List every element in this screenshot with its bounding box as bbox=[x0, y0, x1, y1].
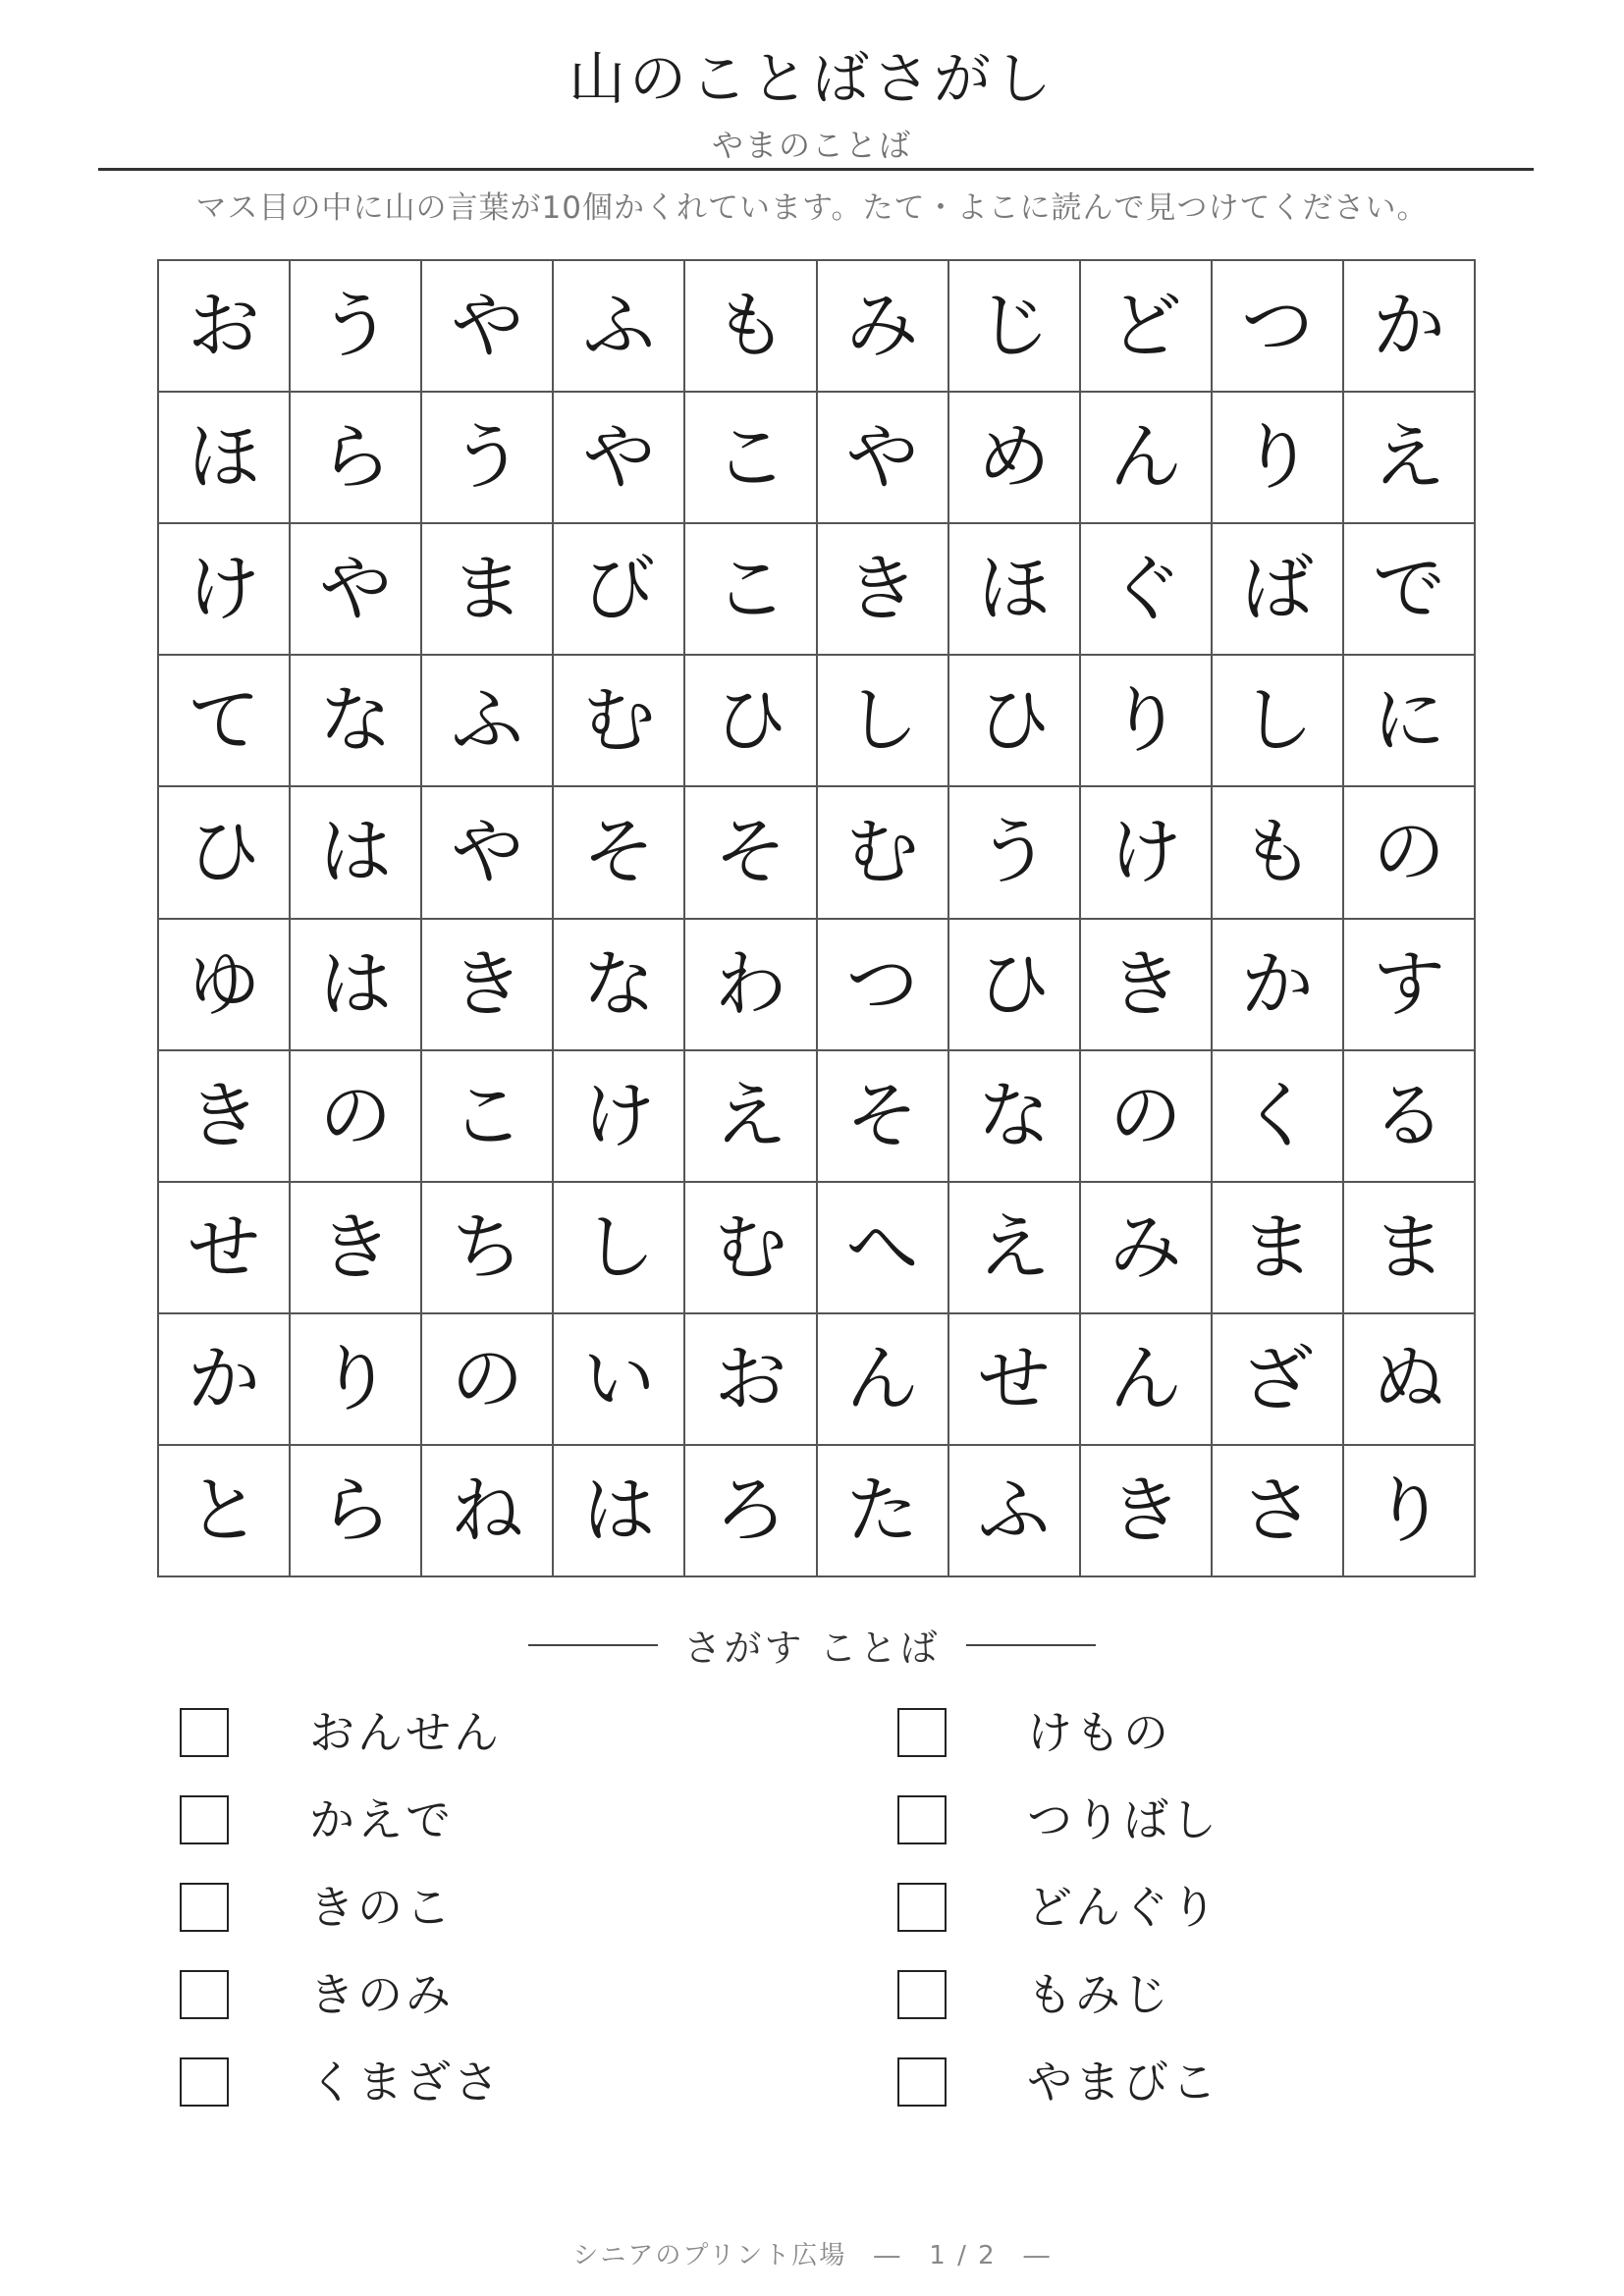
grid-cell[interactable]: な bbox=[949, 1051, 1081, 1183]
grid-cell[interactable]: ほ bbox=[159, 393, 291, 524]
grid-cell[interactable]: き bbox=[1081, 920, 1213, 1051]
grid-cell[interactable]: せ bbox=[949, 1314, 1081, 1446]
page-title: 山のことばさがし bbox=[568, 45, 1056, 112]
word-list-left-column bbox=[180, 1708, 502, 2145]
word-search-grid bbox=[157, 259, 1476, 1577]
word-label: もみじ bbox=[1027, 1968, 1171, 2021]
grid-cell[interactable]: る bbox=[1344, 1051, 1476, 1183]
word-label: おんせん bbox=[309, 1706, 502, 1759]
grid-cell[interactable]: り bbox=[1344, 1446, 1476, 1577]
word-label: くまざさ bbox=[309, 2056, 502, 2109]
grid-cell[interactable]: か bbox=[159, 1314, 291, 1446]
grid-cell[interactable]: ん bbox=[818, 1314, 949, 1446]
grid-cell[interactable]: く bbox=[1213, 1051, 1344, 1183]
grid-cell[interactable]: お bbox=[685, 1314, 817, 1446]
grid-cell[interactable]: き bbox=[159, 1051, 291, 1183]
grid-cell[interactable]: そ bbox=[818, 1051, 949, 1183]
grid-cell[interactable]: か bbox=[1344, 261, 1476, 393]
grid-cell[interactable]: び bbox=[554, 524, 685, 656]
word-item bbox=[897, 1795, 1219, 1883]
grid-cell[interactable]: ぐ bbox=[1081, 524, 1213, 656]
grid-cell[interactable]: ふ bbox=[554, 261, 685, 393]
grid-cell[interactable]: こ bbox=[422, 1051, 554, 1183]
grid-cell[interactable]: ひ bbox=[685, 656, 817, 787]
word-label: けもの bbox=[1027, 1706, 1171, 1759]
word-label: つりばし bbox=[1027, 1793, 1219, 1846]
grid-cell[interactable]: む bbox=[685, 1183, 817, 1314]
grid-cell[interactable]: め bbox=[949, 393, 1081, 524]
grid-cell[interactable]: ら bbox=[291, 1446, 422, 1577]
grid-cell[interactable]: で bbox=[1344, 524, 1476, 656]
grid-cell[interactable]: お bbox=[159, 261, 291, 393]
grid-cell[interactable]: ん bbox=[1081, 393, 1213, 524]
word-checkbox[interactable] bbox=[180, 2057, 229, 2107]
word-list-heading bbox=[0, 1618, 1624, 1672]
grid-cell[interactable]: つ bbox=[1213, 261, 1344, 393]
grid-cell[interactable]: や bbox=[422, 787, 554, 919]
grid-cell[interactable]: ふ bbox=[422, 656, 554, 787]
grid-cell[interactable]: ね bbox=[422, 1446, 554, 1577]
grid-cell[interactable]: の bbox=[422, 1314, 554, 1446]
grid-cell[interactable]: ざ bbox=[1213, 1314, 1344, 1446]
word-label: きのみ bbox=[309, 1968, 454, 2021]
header-divider bbox=[98, 168, 1534, 171]
grid-cell[interactable]: す bbox=[1344, 920, 1476, 1051]
grid-cell[interactable]: う bbox=[949, 787, 1081, 919]
grid-cell[interactable]: う bbox=[291, 261, 422, 393]
grid-cell[interactable]: や bbox=[554, 393, 685, 524]
grid-cell[interactable]: み bbox=[818, 261, 949, 393]
grid-cell[interactable]: じ bbox=[949, 261, 1081, 393]
grid-cell[interactable]: て bbox=[159, 656, 291, 787]
word-item bbox=[897, 1970, 1219, 2057]
word-list-right-column bbox=[897, 1708, 1219, 2145]
word-item bbox=[180, 1708, 502, 1795]
grid-cell[interactable]: の bbox=[1081, 1051, 1213, 1183]
grid-cell[interactable]: は bbox=[291, 787, 422, 919]
grid-cell[interactable]: ん bbox=[1081, 1314, 1213, 1446]
grid-cell[interactable]: そ bbox=[554, 787, 685, 919]
grid-cell[interactable]: ゆ bbox=[159, 920, 291, 1051]
word-item bbox=[180, 2057, 502, 2145]
word-item bbox=[180, 1970, 502, 2057]
grid-cell[interactable]: か bbox=[1213, 920, 1344, 1051]
grid-cell[interactable]: し bbox=[554, 1183, 685, 1314]
grid-cell[interactable]: た bbox=[818, 1446, 949, 1577]
grid-cell[interactable]: ま bbox=[422, 524, 554, 656]
grid-cell[interactable]: け bbox=[554, 1051, 685, 1183]
grid-cell[interactable]: や bbox=[422, 261, 554, 393]
word-checkbox[interactable] bbox=[897, 1883, 947, 1932]
grid-cell[interactable]: ぬ bbox=[1344, 1314, 1476, 1446]
grid-cell[interactable]: き bbox=[1081, 1446, 1213, 1577]
word-label: きのこ bbox=[309, 1881, 454, 1934]
grid-cell[interactable]: え bbox=[1344, 393, 1476, 524]
word-item bbox=[897, 1883, 1219, 1970]
word-label: かえで bbox=[309, 1793, 454, 1846]
grid-cell[interactable]: ら bbox=[291, 393, 422, 524]
word-checkbox[interactable] bbox=[897, 2057, 947, 2107]
grid-cell[interactable]: け bbox=[1081, 787, 1213, 919]
grid-cell[interactable]: の bbox=[291, 1051, 422, 1183]
page-subtitle: やまのことば bbox=[711, 127, 912, 164]
grid-cell[interactable]: さ bbox=[1213, 1446, 1344, 1577]
grid-cell[interactable]: ふ bbox=[949, 1446, 1081, 1577]
grid-cell[interactable]: ひ bbox=[949, 920, 1081, 1051]
grid-cell[interactable]: も bbox=[1213, 787, 1344, 919]
grid-cell[interactable]: し bbox=[1213, 656, 1344, 787]
grid-cell[interactable]: も bbox=[685, 261, 817, 393]
grid-cell[interactable]: そ bbox=[685, 787, 817, 919]
grid-cell[interactable]: ろ bbox=[685, 1446, 817, 1577]
grid-cell[interactable]: と bbox=[159, 1446, 291, 1577]
grid-cell[interactable]: り bbox=[1081, 656, 1213, 787]
grid-cell[interactable]: な bbox=[554, 920, 685, 1051]
grid-cell[interactable]: わ bbox=[685, 920, 817, 1051]
grid-cell[interactable]: し bbox=[818, 656, 949, 787]
grid-cell[interactable]: え bbox=[949, 1183, 1081, 1314]
grid-cell[interactable]: り bbox=[291, 1314, 422, 1446]
grid-cell[interactable]: ど bbox=[1081, 261, 1213, 393]
grid-cell[interactable]: う bbox=[422, 393, 554, 524]
heading-dash-right bbox=[966, 1644, 1096, 1646]
grid-cell[interactable]: む bbox=[818, 787, 949, 919]
grid-cell[interactable]: け bbox=[159, 524, 291, 656]
word-checkbox[interactable] bbox=[180, 1708, 229, 1757]
word-checkbox[interactable] bbox=[897, 1795, 947, 1844]
word-checkbox[interactable] bbox=[180, 1883, 229, 1932]
grid-cell[interactable]: ほ bbox=[949, 524, 1081, 656]
grid-cell[interactable]: ま bbox=[1213, 1183, 1344, 1314]
word-item bbox=[897, 1708, 1219, 1795]
word-list-heading-label: さがす ことば bbox=[683, 1627, 941, 1670]
word-checkbox[interactable] bbox=[180, 1970, 229, 2019]
word-checkbox[interactable] bbox=[180, 1795, 229, 1844]
word-checkbox[interactable] bbox=[897, 1708, 947, 1757]
grid-cell[interactable]: な bbox=[291, 656, 422, 787]
grid-cell[interactable]: こ bbox=[685, 393, 817, 524]
grid-cell[interactable]: や bbox=[291, 524, 422, 656]
grid-cell[interactable]: み bbox=[1081, 1183, 1213, 1314]
grid-cell[interactable]: は bbox=[554, 1446, 685, 1577]
grid-cell[interactable]: り bbox=[1213, 393, 1344, 524]
grid-cell[interactable]: ひ bbox=[949, 656, 1081, 787]
word-item bbox=[180, 1883, 502, 1970]
word-checkbox[interactable] bbox=[897, 1970, 947, 2019]
grid-cell[interactable]: ち bbox=[422, 1183, 554, 1314]
heading-dash-left bbox=[528, 1644, 658, 1646]
grid-cell[interactable]: の bbox=[1344, 787, 1476, 919]
grid-cell[interactable]: は bbox=[291, 920, 422, 1051]
page-footer: シニアのプリント広場 ― 1 / 2 ― bbox=[572, 2241, 1052, 2270]
grid-cell[interactable]: へ bbox=[818, 1183, 949, 1314]
grid-cell[interactable]: ま bbox=[1344, 1183, 1476, 1314]
grid-cell[interactable]: え bbox=[685, 1051, 817, 1183]
grid-cell[interactable]: や bbox=[818, 393, 949, 524]
word-label: どんぐり bbox=[1027, 1881, 1219, 1934]
grid-cell[interactable]: き bbox=[422, 920, 554, 1051]
grid-cell[interactable]: ひ bbox=[159, 787, 291, 919]
grid-cell[interactable]: に bbox=[1344, 656, 1476, 787]
grid-cell[interactable]: い bbox=[554, 1314, 685, 1446]
grid-cell[interactable]: つ bbox=[818, 920, 949, 1051]
word-item bbox=[897, 2057, 1219, 2145]
word-label: やまびこ bbox=[1027, 2056, 1219, 2109]
instructions-text: マス目の中に山の言葉が10個かくれています。たて・よこに読んで見つけてください。 bbox=[195, 190, 1429, 226]
grid-cell[interactable]: む bbox=[554, 656, 685, 787]
grid-cell[interactable]: き bbox=[818, 524, 949, 656]
grid-cell[interactable]: せ bbox=[159, 1183, 291, 1314]
grid-cell[interactable]: ば bbox=[1213, 524, 1344, 656]
word-item bbox=[180, 1795, 502, 1883]
grid-cell[interactable]: こ bbox=[685, 524, 817, 656]
grid-cell[interactable]: き bbox=[291, 1183, 422, 1314]
